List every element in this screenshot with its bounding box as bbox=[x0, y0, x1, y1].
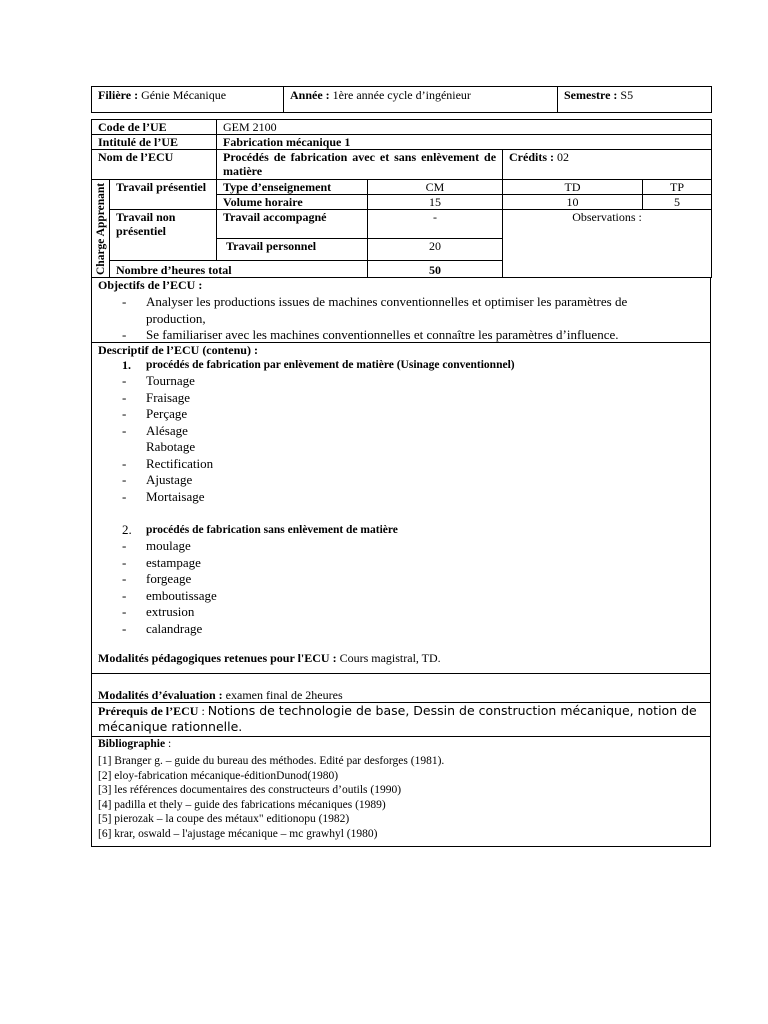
annee-value: 1ère année cycle d’ingénieur bbox=[332, 88, 471, 102]
list-item: [3] les références documentaires des constructeurs d’outils (1990) bbox=[98, 784, 402, 797]
type-label: Type d’enseignement bbox=[217, 180, 368, 195]
prerequis-label: Prérequis de l’ECU bbox=[98, 704, 199, 718]
section1-list bbox=[98, 373, 704, 505]
credits-cell bbox=[503, 150, 712, 180]
ecu-label: Nom de l’ECU bbox=[92, 150, 217, 180]
filiere-cell bbox=[92, 87, 284, 113]
non-presentiel-label: Travail non présentiel bbox=[110, 210, 217, 261]
list-item: - moulage bbox=[122, 538, 191, 553]
volume-tp: 5 bbox=[643, 195, 712, 210]
list-item: - Rectification bbox=[122, 455, 214, 471]
list-item: - Fraisage bbox=[122, 389, 191, 405]
list-item: - Ajustage bbox=[122, 472, 193, 487]
list-item: - extrusion bbox=[122, 604, 195, 619]
descriptif-title: Descriptif de l’ECU (contenu) : bbox=[98, 343, 258, 357]
code-value: GEM 2100 bbox=[217, 120, 712, 135]
total-label: Nombre d’heures total bbox=[110, 261, 368, 278]
volume-label: Volume horaire bbox=[217, 195, 368, 210]
personnel-label: Travail personnel bbox=[217, 239, 368, 261]
list-item: [1] Branger g. – guide du bureau des méthodes. Edité par desforges (1981). bbox=[98, 755, 445, 767]
charge-apprenant-label: Charge Apprenant bbox=[92, 180, 110, 278]
intitule-label: Intitulé de l’UE bbox=[92, 135, 217, 150]
list-item: [2] eloy-fabrication mécanique-éditionDunod(1980) bbox=[98, 769, 339, 782]
list-item: - Alésage bbox=[122, 422, 188, 438]
accompagne-label: Travail accompagné bbox=[217, 210, 368, 239]
semestre-label: Semestre : bbox=[564, 88, 618, 102]
section1-heading: 1. procédés de fabrication par enlèvement de matière (Usinage conventionnel) bbox=[122, 358, 515, 372]
list-item: - Perçage bbox=[122, 406, 188, 421]
td-header: TD bbox=[503, 180, 643, 195]
semestre-cell bbox=[558, 87, 712, 113]
list-item: [4] padilla et thely – guide des fabrications mécaniques (1989) bbox=[98, 798, 386, 811]
list-item: - Analyser les productions issues de machines conventionnelles et optimiser les paramètres de production, bbox=[122, 294, 628, 326]
filiere-label: Filière : bbox=[98, 88, 139, 102]
section2-heading: 2. procédés de fabrication sans enlèvement de matière bbox=[122, 522, 398, 537]
presentiel-label: Travail présentiel bbox=[110, 180, 217, 210]
list-item: [6] krar, oswald – l'ajustage mécanique – mc grawhyl (1980) bbox=[98, 827, 378, 840]
intitule-value: Fabrication mécanique 1 bbox=[217, 135, 712, 150]
list-item: [5] pierozak – la coupe des métaux" editionopu (1982) bbox=[98, 813, 350, 826]
course-sheet bbox=[91, 86, 711, 847]
list-item: - calandrage bbox=[122, 620, 203, 636]
descriptif-section bbox=[91, 343, 711, 674]
volume-td: 10 bbox=[503, 195, 643, 210]
objectifs-list bbox=[98, 294, 704, 344]
section2-list bbox=[98, 538, 704, 637]
list-item: - forgeage bbox=[122, 571, 192, 586]
observations-cell: Observations : bbox=[503, 210, 712, 278]
tp-header: TP bbox=[643, 180, 712, 195]
modalites-evaluation: Modalités d’évaluation : examen final de 2heures bbox=[91, 674, 711, 703]
personnel-value: 20 bbox=[368, 239, 503, 261]
annee-label: Année : bbox=[290, 88, 330, 102]
objectifs-title: Objectifs de l’ECU : bbox=[98, 278, 203, 292]
objectifs-section bbox=[91, 278, 711, 343]
list-item: - estampage bbox=[122, 554, 201, 570]
total-value: 50 bbox=[368, 261, 503, 278]
header-table bbox=[91, 86, 712, 113]
semestre-value: S5 bbox=[620, 88, 634, 102]
credits-label: Crédits : bbox=[509, 150, 555, 164]
code-label: Code de l’UE bbox=[92, 120, 217, 135]
filiere-value: Génie Mécanique bbox=[141, 88, 227, 102]
ue-table bbox=[91, 119, 712, 278]
cm-header: CM bbox=[368, 180, 503, 195]
volume-cm: 15 bbox=[368, 195, 503, 210]
bibliographie-section: Bibliographie : [1] Branger g. – guide du bureau des méthodes. Edité par desforges (1981). [2] eloy-fabrication mécanique-éditionDunod(1980) [3] les références documentaires des constructeurs d’outils (1990) [4] padilla et thely – guide des fabrications mécaniques (1989) [5] pierozak – la coupe des métaux" editionopu (1982) [6] krar, oswald – l'ajustage mécanique – mc grawhyl (1980) bbox=[91, 737, 711, 847]
accompagne-value: - bbox=[368, 210, 503, 239]
list-item: - Se familiariser avec les machines conventionnelles et connaître les paramètres d’influence. bbox=[122, 327, 619, 342]
prerequis-value: Notions de technologie de base, Dessin de construction mécanique, notion de mécanique rationnelle. bbox=[98, 703, 697, 734]
prerequis-section: Prérequis de l’ECU : Notions de technologie de base, Dessin de construction mécanique, notion de mécanique rationnelle. bbox=[91, 703, 711, 737]
annee-cell bbox=[284, 87, 558, 113]
list-item: - Tournage bbox=[122, 373, 195, 388]
list-item: - Mortaisage bbox=[122, 488, 205, 504]
credits-value: 02 bbox=[557, 150, 570, 164]
list-item: - emboutissage bbox=[122, 587, 217, 603]
list-item: Rabotage bbox=[146, 439, 196, 454]
ecu-value: Procédés de fabrication avec et sans enlèvement de matière bbox=[217, 150, 503, 180]
bibliographie-label: Bibliographie bbox=[98, 738, 166, 750]
modalites-pedagogiques: Modalités pédagogiques retenues pour l'ECU : Cours magistral, TD. bbox=[98, 651, 441, 665]
